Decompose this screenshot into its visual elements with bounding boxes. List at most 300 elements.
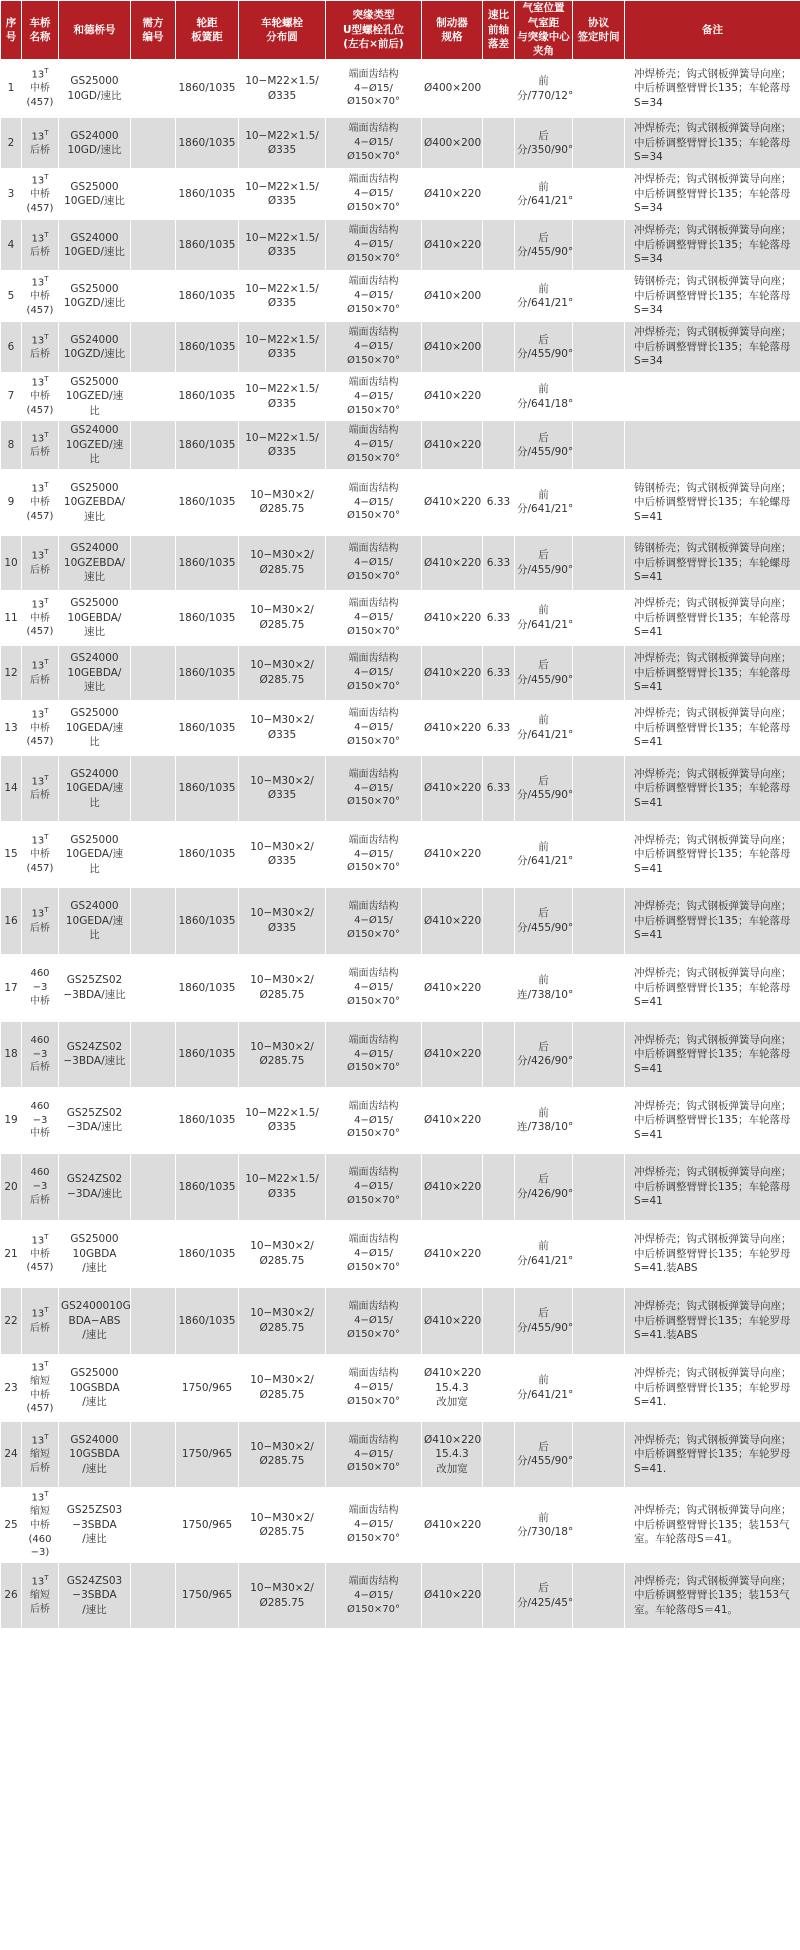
model-number-text: GS2400010G BDA−ABS /速比 (61, 1300, 131, 1342)
axle-name-sup: T (44, 906, 49, 915)
axle-name-top: 13 (31, 1361, 45, 1373)
axle-name-cell (22, 1220, 59, 1287)
buyer-number-cell (131, 755, 176, 821)
row-number-text: 8 (7, 438, 15, 451)
agreement-date-cell (573, 1087, 625, 1153)
brake-spec-cell (422, 954, 483, 1021)
bolt-circle-cell (239, 535, 326, 590)
brake-spec-cell (422, 220, 483, 271)
buyer-number-cell (131, 535, 176, 590)
flange-type-text: 端面齿结构 4−Ø15/Ø150×70° (346, 968, 401, 1007)
track-spring-distance-cell (176, 60, 239, 118)
chamber-position-cell (515, 421, 573, 469)
buyer-number-cell (131, 469, 176, 535)
track-spring-distance-text: 1860/1035 (178, 390, 236, 403)
brake-spec-cell (422, 700, 483, 755)
flange-type-cell (326, 821, 422, 887)
flange-type-text: 端面齿结构 4−Ø15/Ø150×70° (346, 1301, 401, 1340)
chamber-position-cell (515, 322, 573, 373)
axle-name-rest: 缩短 后桥 (30, 1449, 50, 1474)
track-spring-distance-cell (176, 118, 239, 169)
track-spring-distance-text: 1860/1035 (178, 238, 236, 251)
agreement-date-cell (573, 535, 625, 590)
axle-name-sup: T (44, 706, 49, 715)
track-spring-distance-cell (176, 887, 239, 954)
agreement-date-cell (573, 469, 625, 535)
model-number-text: GS25000 10GD/速比 (67, 75, 122, 102)
remarks-cell (625, 220, 800, 271)
axle-name-rest: 后桥 (30, 564, 50, 576)
ratio-drop-cell (483, 590, 515, 645)
remarks-text: 冲焊桥壳；钩式钢板弹簧导向座；中后桥调整臂臂长135；车轮罗母S=41. (634, 1367, 792, 1409)
model-number-text: GS24ZS03 −3SBDA /速比 (66, 1574, 123, 1616)
remarks-cell (625, 271, 800, 322)
remarks-cell (625, 1153, 800, 1220)
axle-name-rest: −3 后桥 (30, 1181, 50, 1206)
axle-name-rest: −3 后桥 (30, 1048, 50, 1074)
bolt-circle-cell (239, 821, 326, 887)
row-number-text: 26 (4, 1589, 18, 1602)
axle-name-top: 13 (31, 835, 45, 847)
row-number-text: 22 (4, 1314, 18, 1327)
bolt-circle-cell (239, 1220, 326, 1287)
chamber-position-cell (515, 271, 573, 322)
axle-name-rest: 中桥 (457) (26, 612, 54, 638)
track-spring-distance-text: 1860/1035 (178, 1314, 236, 1327)
flange-type-cell (326, 1087, 422, 1153)
flange-type-cell (326, 421, 422, 469)
model-number-cell (59, 1563, 131, 1629)
row-number-cell (1, 421, 22, 469)
bolt-circle-text: 10−M30×2/Ø285.75 (250, 488, 314, 516)
table-row (1, 60, 800, 118)
brake-spec-cell (422, 590, 483, 645)
chamber-position-cell (515, 887, 573, 954)
model-number-cell (59, 373, 131, 421)
ratio-drop-cell (483, 954, 515, 1021)
row-number-text: 14 (4, 782, 18, 795)
agreement-date-cell (573, 645, 625, 700)
header-track: 轮距 板簧距 (176, 1, 239, 60)
table-row (1, 590, 800, 645)
table-row (1, 821, 800, 887)
model-number-cell (59, 700, 131, 755)
row-number-cell (1, 322, 22, 373)
model-number-cell (59, 755, 131, 821)
brake-spec-cell (422, 421, 483, 469)
flange-type-text: 端面齿结构 4−Ø15/Ø150×70° (346, 1234, 401, 1273)
ratio-drop-cell (483, 1287, 515, 1354)
chamber-position-cell (515, 1563, 573, 1629)
bolt-circle-cell (239, 118, 326, 169)
ratio-drop-cell (483, 1563, 515, 1629)
model-number-cell (59, 1220, 131, 1287)
track-spring-distance-cell (176, 645, 239, 700)
remarks-cell (625, 1021, 800, 1087)
remarks-cell (625, 169, 800, 220)
axle-name-sup: T (44, 1574, 49, 1583)
chamber-position-text: 前分/641/21° (517, 1240, 574, 1267)
bolt-circle-text: 10−M30×2/Ø285.75 (250, 1511, 314, 1539)
table-row (1, 220, 800, 271)
chamber-position-text: 前分/641/21° (517, 180, 574, 207)
row-number-cell (1, 645, 22, 700)
track-spring-distance-cell (176, 1487, 239, 1562)
flange-type-text: 端面齿结构 4−Ø15/Ø150×70° (346, 1034, 401, 1074)
remarks-text: 冲焊桥壳；钩式钢板弹簧导向座；中后桥调整臂臂长135；车轮落母S=41 (634, 707, 792, 749)
brake-spec-text: Ø410×220 (424, 721, 482, 734)
model-number-cell (59, 60, 131, 118)
ratio-drop-cell (483, 169, 515, 220)
brake-spec-cell (422, 535, 483, 590)
buyer-number-cell (131, 373, 176, 421)
chamber-position-cell (515, 954, 573, 1021)
flange-type-text: 端面齿结构 4−Ø15/Ø150×70° (346, 1167, 401, 1206)
axle-name-top: 13 (31, 908, 45, 920)
remarks-text: 冲焊桥壳；钩式钢板弹簧导向座；中后桥调整臂臂长135；车轮落母S=34 (634, 326, 792, 368)
flange-type-cell (326, 887, 422, 954)
axle-name-sup: T (44, 128, 49, 137)
track-spring-distance-cell (176, 220, 239, 271)
model-number-text: GS25000 10GZEBDA/ 速比 (63, 481, 126, 523)
agreement-date-cell (573, 118, 625, 169)
remarks-text: 冲焊桥壳；钩式钢板弹簧导向座；中后桥调整臂臂长135；车轮落母S=34 (634, 173, 792, 215)
agreement-date-cell (573, 1354, 625, 1421)
model-number-cell (59, 1487, 131, 1562)
bolt-circle-text: 10−M30×2/Ø285.75 (250, 604, 314, 631)
bolt-circle-cell (239, 169, 326, 220)
agreement-date-cell (573, 421, 625, 469)
header-no: 序号 (1, 1, 22, 60)
row-number-cell (1, 469, 22, 535)
flange-type-cell (326, 118, 422, 169)
model-number-text: GS25ZS02 −3DA/速比 (66, 1106, 123, 1134)
row-number-cell (1, 590, 22, 645)
chamber-position-text: 后分/455/90° (517, 231, 574, 258)
brake-spec-cell (422, 887, 483, 954)
track-spring-distance-cell (176, 271, 239, 322)
brake-spec-text: Ø410×220 (424, 1114, 482, 1127)
row-number-text: 6 (7, 340, 15, 353)
remarks-cell (625, 645, 800, 700)
table-row (1, 373, 800, 421)
table-row (1, 1563, 800, 1629)
chamber-position-cell (515, 1487, 573, 1562)
bolt-circle-text: 10−M30×2/Ø285.75 (250, 974, 314, 1001)
bolt-circle-text: 10−M22×1.5/Ø335 (245, 1106, 319, 1134)
model-number-text: GS25000 10GEDA/速比 (65, 833, 124, 875)
agreement-date-cell (573, 887, 625, 954)
bolt-circle-text: 10−M30×2/Ø335 (250, 907, 314, 934)
model-number-cell (59, 1421, 131, 1487)
model-number-cell (59, 271, 131, 322)
bolt-circle-cell (239, 755, 326, 821)
model-number-cell (59, 1287, 131, 1354)
axle-name-top: 13 (31, 232, 45, 244)
brake-spec-cell (422, 1354, 483, 1421)
track-spring-distance-cell (176, 169, 239, 220)
ratio-drop-text: 6.33 (486, 666, 511, 679)
axle-name-rest: 后桥 (30, 790, 50, 802)
table-row (1, 469, 800, 535)
agreement-date-cell (573, 1153, 625, 1220)
axle-name-sup: T (44, 1306, 49, 1315)
axle-name-cell (22, 421, 59, 469)
axle-name-top: 13 (31, 1492, 45, 1504)
buyer-number-cell (131, 220, 176, 271)
row-number-cell (1, 1021, 22, 1087)
model-number-cell (59, 220, 131, 271)
chamber-position-cell (515, 535, 573, 590)
brake-spec-text: Ø410×220 (424, 782, 482, 795)
table-row (1, 1021, 800, 1087)
remarks-cell (625, 954, 800, 1021)
bolt-circle-cell (239, 1354, 326, 1421)
remarks-text: 冲焊桥壳；钩式钢板弹簧导向座；中后桥调整臂臂长135；车轮落母S=41 (634, 597, 792, 639)
row-number-text: 1 (7, 82, 15, 95)
ratio-drop-cell (483, 1487, 515, 1562)
bolt-circle-cell (239, 322, 326, 373)
axle-name-sup: T (44, 332, 49, 341)
axle-name-sup: T (44, 548, 49, 557)
chamber-position-cell (515, 1220, 573, 1287)
header-brake: 制动器 规格 (422, 1, 483, 60)
remarks-text: 冲焊桥壳；钩式钢板弹簧导向座；中后桥调整臂臂长135；车轮落母S=34 (634, 67, 792, 109)
row-number-text: 2 (7, 136, 15, 149)
table-row (1, 271, 800, 322)
table-row (1, 421, 800, 469)
brake-spec-text: Ø410×220 (424, 981, 482, 994)
buyer-number-cell (131, 1354, 176, 1421)
table-row (1, 535, 800, 590)
brake-spec-text: Ø410×220 (424, 666, 482, 679)
row-number-text: 19 (4, 1114, 18, 1127)
flange-type-cell (326, 220, 422, 271)
bolt-circle-text: 10−M30×2/Ø335 (250, 774, 314, 802)
ratio-drop-text: 6.33 (486, 721, 511, 734)
track-spring-distance-cell (176, 1421, 239, 1487)
bolt-circle-cell (239, 469, 326, 535)
remarks-text: 冲焊桥壳；钩式钢板弹簧导向座；中后桥调整臂臂长135；车轮落母S=41 (634, 1166, 792, 1208)
row-number-text: 17 (4, 981, 18, 994)
axle-name-cell (22, 887, 59, 954)
remarks-text: 冲焊桥壳；钩式钢板弹簧导向座；中后桥调整臂臂长135；车轮罗母S=41. (634, 1433, 792, 1475)
flange-type-text: 端面齿结构 4−Ø15/Ø150×70° (346, 653, 401, 692)
brake-spec-cell (422, 169, 483, 220)
brake-spec-cell (422, 271, 483, 322)
brake-spec-text: Ø410×220 (424, 187, 482, 200)
axle-name-rest: 缩短 后桥 (30, 1590, 50, 1616)
axle-name-cell (22, 373, 59, 421)
axle-name-sup: T (44, 430, 49, 439)
row-number-cell (1, 169, 22, 220)
model-number-text: GS24ZS02 −3BDA/速比 (63, 1040, 126, 1068)
table-row (1, 1087, 800, 1153)
buyer-number-cell (131, 169, 176, 220)
bolt-circle-cell (239, 1421, 326, 1487)
buyer-number-cell (131, 118, 176, 169)
track-spring-distance-text: 1860/1035 (178, 340, 236, 353)
flange-type-text: 端面齿结构 4−Ø15/Ø150×70° (346, 598, 401, 637)
remarks-cell (625, 118, 800, 169)
remarks-cell (625, 590, 800, 645)
flange-type-cell (326, 1563, 422, 1629)
bolt-circle-text: 10−M22×1.5/Ø335 (245, 180, 319, 207)
chamber-position-text: 前分/641/21° (517, 1374, 574, 1401)
row-number-cell (1, 60, 22, 118)
remarks-text: 冲焊桥壳；钩式钢板弹簧导向座；中后桥调整臂臂长135；车轮落母S=41 (634, 900, 792, 942)
bolt-circle-text: 10−M22×1.5/Ø335 (245, 1173, 319, 1200)
flange-type-text: 端面齿结构 4−Ø15/Ø150×70° (346, 174, 401, 213)
chamber-position-text: 前分/641/21° (517, 840, 574, 868)
axle-name-rest: 后桥 (30, 674, 50, 686)
remarks-text: 冲焊桥壳；钩式钢板弹簧导向座；中后桥调整臂臂长135；车轮落母S=41 (634, 1033, 792, 1075)
remarks-cell (625, 1421, 800, 1487)
axle-name-cell (22, 220, 59, 271)
row-number-cell (1, 1220, 22, 1287)
table-row (1, 118, 800, 169)
axle-name-rest: 缩短 中桥 (460 −3) (28, 1506, 52, 1559)
flange-type-text: 端面齿结构 4−Ø15/Ø150×70° (346, 1368, 401, 1407)
ratio-drop-cell (483, 1220, 515, 1287)
axle-name-sup: T (44, 67, 49, 76)
chamber-position-text: 前分/641/21° (517, 282, 574, 309)
brake-spec-cell (422, 1087, 483, 1153)
bolt-circle-cell (239, 1021, 326, 1087)
header-flange: 突缘类型 U型螺栓孔位 (左右×前后) (326, 1, 422, 60)
agreement-date-cell (573, 1487, 625, 1562)
remarks-cell (625, 1354, 800, 1421)
agreement-date-cell (573, 700, 625, 755)
chamber-position-text: 前分/641/21° (517, 488, 574, 516)
agreement-date-cell (573, 60, 625, 118)
flange-type-text: 端面齿结构 4−Ø15/Ø150×70° (346, 377, 401, 416)
model-number-text: GS25000 10GBDA /速比 (70, 1233, 119, 1275)
ratio-drop-cell (483, 1021, 515, 1087)
chamber-position-cell (515, 469, 573, 535)
agreement-date-cell (573, 271, 625, 322)
brake-spec-text: Ø410×220 (424, 1247, 482, 1260)
chamber-position-text: 后分/455/90° (517, 1440, 574, 1468)
table-row (1, 169, 800, 220)
row-number-text: 24 (4, 1448, 18, 1461)
axle-name-top: 460 (30, 1167, 50, 1179)
axle-name-top: 13 (31, 1234, 45, 1246)
row-number-text: 12 (4, 666, 18, 679)
model-number-text: GS25000 10GEBDA/ 速比 (67, 597, 122, 639)
buyer-number-cell (131, 322, 176, 373)
axle-name-cell (22, 700, 59, 755)
bolt-circle-text: 10−M22×1.5/Ø335 (245, 383, 319, 410)
chamber-position-text: 后分/455/90° (517, 333, 574, 360)
buyer-number-cell (131, 1563, 176, 1629)
remarks-cell (625, 1220, 800, 1287)
track-spring-distance-text: 1860/1035 (178, 721, 236, 734)
brake-spec-text: Ø400×200 (424, 82, 482, 95)
bolt-circle-text: 10−M30×2/Ø285.75 (250, 1374, 314, 1401)
brake-spec-text: Ø410×220 15.4.3 改加宽 (424, 1433, 482, 1475)
axle-name-cell (22, 590, 59, 645)
axle-name-rest: 后桥 (30, 922, 50, 934)
ratio-drop-text: 6.33 (486, 556, 511, 569)
brake-spec-text: Ø410×220 (424, 611, 482, 624)
remarks-cell (625, 821, 800, 887)
chamber-position-text: 后分/455/90° (517, 1307, 574, 1334)
model-number-cell (59, 645, 131, 700)
header-model: 和德桥号 (59, 1, 131, 60)
ratio-drop-text: 6.33 (486, 782, 511, 795)
flange-type-text: 端面齿结构 4−Ø15/Ø150×70° (346, 1434, 401, 1474)
bolt-circle-cell (239, 1287, 326, 1354)
model-number-text: GS25000 10GZD/速比 (63, 282, 126, 309)
chamber-position-text: 后分/455/90° (517, 549, 574, 576)
chamber-position-text: 前分/730/18° (517, 1511, 574, 1539)
agreement-date-cell (573, 755, 625, 821)
axle-name-top: 13 (31, 550, 45, 562)
chamber-position-cell (515, 590, 573, 645)
chamber-position-cell (515, 1354, 573, 1421)
flange-type-text: 端面齿结构 4−Ø15/Ø150×70° (346, 1100, 401, 1140)
brake-spec-cell (422, 645, 483, 700)
row-number-cell (1, 373, 22, 421)
axle-name-rest: 后桥 (30, 144, 50, 156)
ratio-drop-cell (483, 1354, 515, 1421)
track-spring-distance-text: 1860/1035 (178, 782, 236, 795)
buyer-number-cell (131, 60, 176, 118)
brake-spec-cell (422, 60, 483, 118)
model-number-cell (59, 590, 131, 645)
brake-spec-cell (422, 1021, 483, 1087)
remarks-text: 冲焊桥壳；钩式钢板弹簧导向座；中后桥调整臂臂长135；车轮罗母S=41.装ABS (634, 1300, 792, 1342)
ratio-drop-cell (483, 887, 515, 954)
remarks-text: 冲焊桥壳；钩式钢板弹簧导向座；中后桥调整臂臂长135；车轮落母S=41 (634, 833, 792, 875)
track-spring-distance-cell (176, 1220, 239, 1287)
chamber-position-cell (515, 220, 573, 271)
row-number-text: 11 (4, 611, 18, 624)
ratio-drop-cell (483, 469, 515, 535)
axle-name-cell (22, 271, 59, 322)
model-number-cell (59, 421, 131, 469)
brake-spec-text: Ø410×220 15.4.3 改加宽 (424, 1367, 482, 1409)
row-number-cell (1, 535, 22, 590)
bolt-circle-text: 10−M30×2/Ø335 (250, 840, 314, 868)
bolt-circle-text: 10−M30×2/Ø285.75 (250, 549, 314, 576)
agreement-date-cell (573, 1021, 625, 1087)
bolt-circle-text: 10−M30×2/Ø285.75 (250, 1040, 314, 1068)
brake-spec-text: Ø410×220 (424, 1589, 482, 1602)
flange-type-cell (326, 645, 422, 700)
flange-type-cell (326, 1354, 422, 1421)
axle-name-cell (22, 954, 59, 1021)
row-number-cell (1, 1153, 22, 1220)
axle-name-cell (22, 1087, 59, 1153)
buyer-number-cell (131, 1021, 176, 1087)
track-spring-distance-text: 1860/1035 (178, 848, 236, 861)
axle-name-sup: T (44, 658, 49, 667)
axle-name-top: 13 (31, 130, 45, 142)
bolt-circle-cell (239, 1153, 326, 1220)
model-number-text: GS24000 10GZEBDA/ 速比 (63, 542, 126, 584)
agreement-date-cell (573, 1563, 625, 1629)
table-row (1, 645, 800, 700)
track-spring-distance-cell (176, 1087, 239, 1153)
brake-spec-text: Ø410×220 (424, 556, 482, 569)
track-spring-distance-cell (176, 590, 239, 645)
agreement-date-cell (573, 1421, 625, 1487)
ratio-drop-cell (483, 60, 515, 118)
remarks-text: 冲焊桥壳；钩式钢板弹簧导向座；中后桥调整臂臂长135；装153气室。车轮落母S＝41。 (634, 1574, 792, 1616)
table-row (1, 700, 800, 755)
